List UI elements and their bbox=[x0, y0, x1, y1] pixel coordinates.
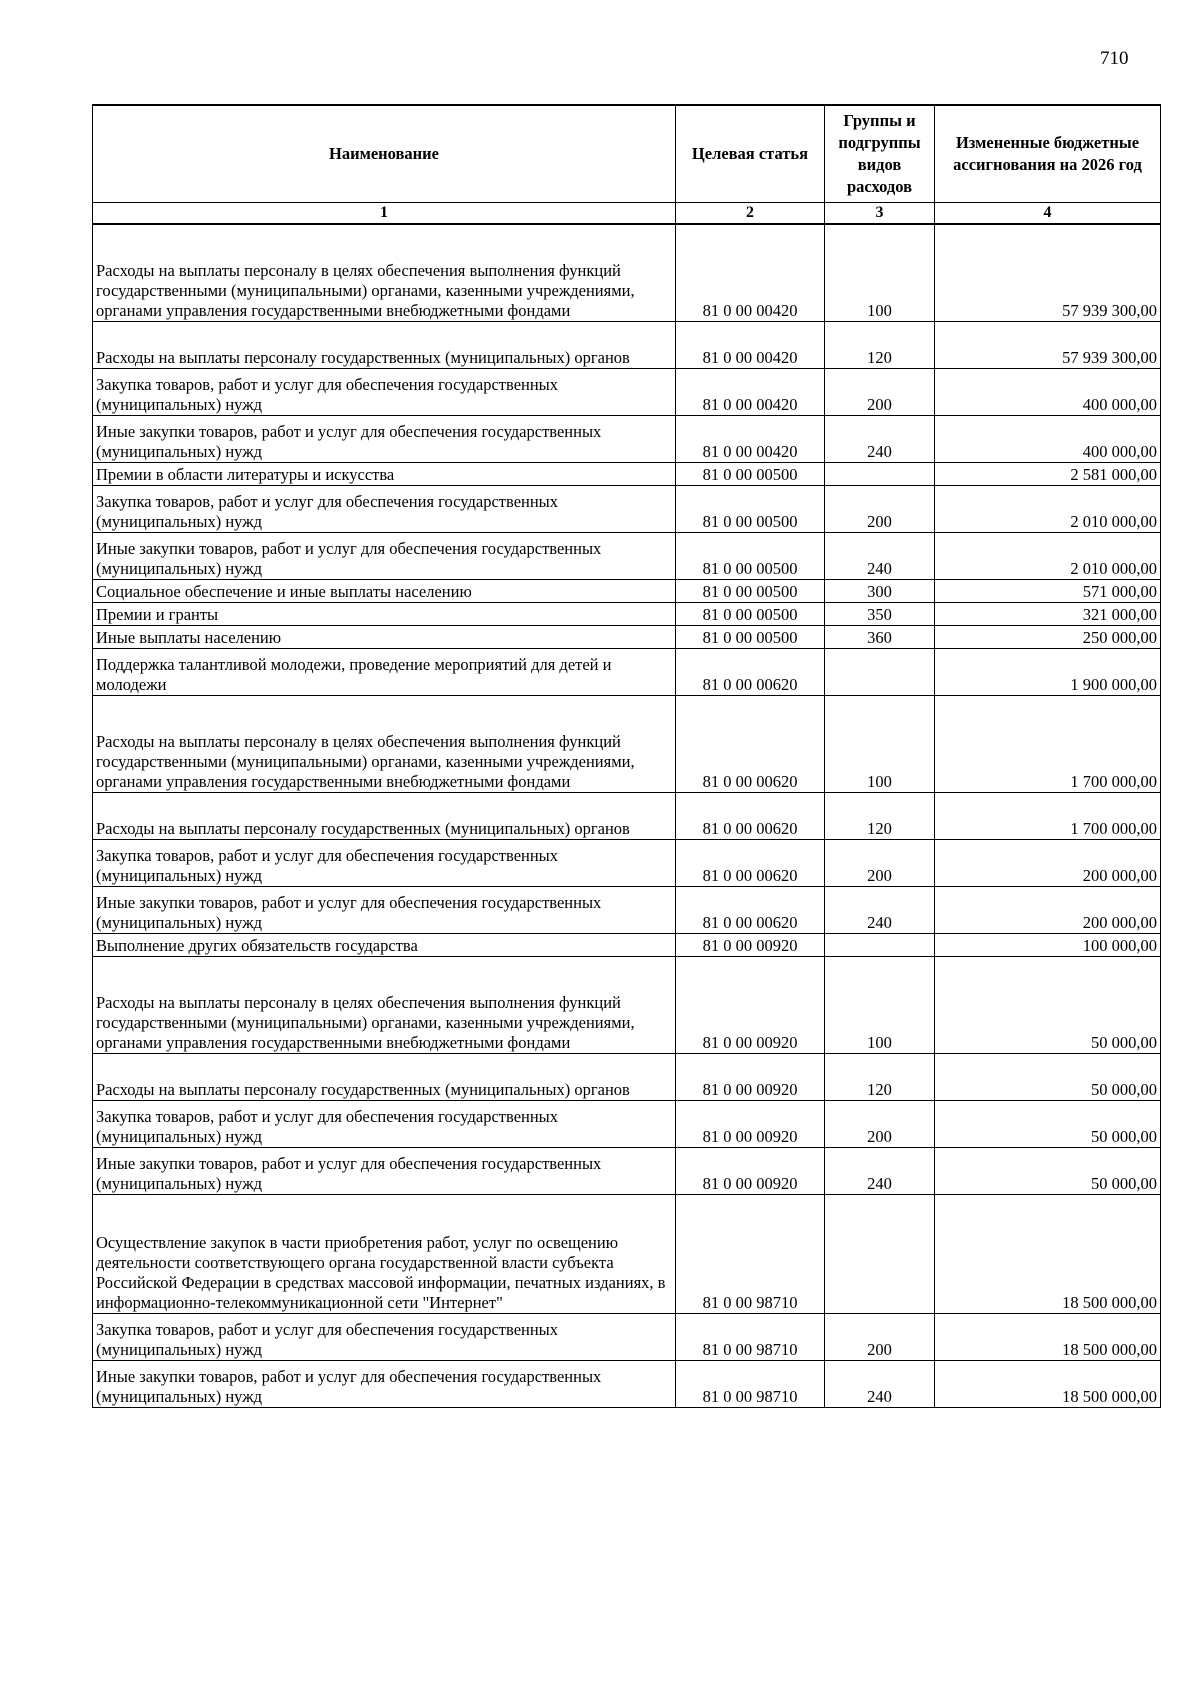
row-target-article: 81 0 00 00500 bbox=[676, 603, 825, 626]
row-target-article: 81 0 00 00620 bbox=[676, 840, 825, 887]
table-row bbox=[93, 1054, 1161, 1101]
row-target-article: 81 0 00 00620 bbox=[676, 793, 825, 840]
row-expense-group: 200 bbox=[825, 1101, 935, 1148]
row-amount: 200 000,00 bbox=[935, 887, 1161, 934]
row-name: Расходы на выплаты персоналу государственных (муниципальных) органов bbox=[93, 1054, 676, 1101]
table-row bbox=[93, 1361, 1161, 1408]
row-expense-group: 240 bbox=[825, 887, 935, 934]
row-name: Иные закупки товаров, работ и услуг для обеспечения государственных (муниципальных) нужд bbox=[93, 533, 676, 580]
row-name: Выполнение других обязательств государства bbox=[93, 934, 676, 957]
row-name: Расходы на выплаты персоналу государственных (муниципальных) органов bbox=[93, 322, 676, 369]
row-amount: 321 000,00 bbox=[935, 603, 1161, 626]
row-target-article: 81 0 00 00420 bbox=[676, 369, 825, 416]
row-amount: 1 700 000,00 bbox=[935, 696, 1161, 793]
header-expense-groups: Группы и подгруппы видов расходов bbox=[825, 105, 935, 203]
row-amount: 571 000,00 bbox=[935, 580, 1161, 603]
table-row bbox=[93, 649, 1161, 696]
table-row bbox=[93, 580, 1161, 603]
row-amount: 18 500 000,00 bbox=[935, 1361, 1161, 1408]
table-row bbox=[93, 463, 1161, 486]
row-amount: 57 939 300,00 bbox=[935, 224, 1161, 322]
row-name: Поддержка талантливой молодежи, проведение мероприятий для детей и молодежи bbox=[93, 649, 676, 696]
row-name: Закупка товаров, работ и услуг для обеспечения государственных (муниципальных) нужд bbox=[93, 486, 676, 533]
row-amount: 1 900 000,00 bbox=[935, 649, 1161, 696]
row-amount: 18 500 000,00 bbox=[935, 1195, 1161, 1314]
table-row bbox=[93, 416, 1161, 463]
row-amount: 50 000,00 bbox=[935, 1148, 1161, 1195]
table-row bbox=[93, 533, 1161, 580]
row-target-article: 81 0 00 00920 bbox=[676, 1101, 825, 1148]
header-allocations: Измененные бюджетные ассигнования на 2026 год bbox=[935, 105, 1161, 203]
row-expense-group: 200 bbox=[825, 486, 935, 533]
row-amount: 400 000,00 bbox=[935, 369, 1161, 416]
row-target-article: 81 0 00 00420 bbox=[676, 322, 825, 369]
row-name: Иные закупки товаров, работ и услуг для обеспечения государственных (муниципальных) нужд bbox=[93, 887, 676, 934]
row-name: Расходы на выплаты персоналу в целях обеспечения выполнения функций государственными (муниципальными) органами, казенными учреждениями, органами управления государственными внебюджетными фондами bbox=[93, 224, 676, 322]
table-row bbox=[93, 626, 1161, 649]
row-name: Осуществление закупок в части приобретения работ, услуг по освещению деятельности соответствующего органа государственной власти субъекта Российской Федерации в средствах массовой информации, печатных изданиях, в информационно-телекоммуникационной сети "Интернет" bbox=[93, 1195, 676, 1314]
row-target-article: 81 0 00 00500 bbox=[676, 463, 825, 486]
table-row bbox=[93, 887, 1161, 934]
row-expense-group: 100 bbox=[825, 696, 935, 793]
row-name: Иные выплаты населению bbox=[93, 626, 676, 649]
column-number: 1 bbox=[93, 203, 676, 225]
row-amount: 250 000,00 bbox=[935, 626, 1161, 649]
row-target-article: 81 0 00 00920 bbox=[676, 934, 825, 957]
row-target-article: 81 0 00 00500 bbox=[676, 533, 825, 580]
row-expense-group: 360 bbox=[825, 626, 935, 649]
row-expense-group: 200 bbox=[825, 840, 935, 887]
row-expense-group: 200 bbox=[825, 369, 935, 416]
page-number: 710 bbox=[1100, 48, 1129, 69]
row-name: Премии в области литературы и искусства bbox=[93, 463, 676, 486]
row-expense-group: 120 bbox=[825, 322, 935, 369]
row-target-article: 81 0 00 00500 bbox=[676, 580, 825, 603]
row-expense-group: 240 bbox=[825, 533, 935, 580]
row-amount: 200 000,00 bbox=[935, 840, 1161, 887]
budget-table bbox=[92, 104, 1161, 1408]
table-row bbox=[93, 322, 1161, 369]
row-target-article: 81 0 00 00920 bbox=[676, 1148, 825, 1195]
row-amount: 18 500 000,00 bbox=[935, 1314, 1161, 1361]
row-name: Закупка товаров, работ и услуг для обеспечения государственных (муниципальных) нужд bbox=[93, 1314, 676, 1361]
row-expense-group: 350 bbox=[825, 603, 935, 626]
column-number-row bbox=[93, 203, 1161, 225]
row-expense-group bbox=[825, 463, 935, 486]
row-target-article: 81 0 00 00920 bbox=[676, 1054, 825, 1101]
row-expense-group: 100 bbox=[825, 224, 935, 322]
row-name: Расходы на выплаты персоналу в целях обеспечения выполнения функций государственными (муниципальными) органами, казенными учреждениями, органами управления государственными внебюджетными фондами bbox=[93, 696, 676, 793]
row-amount: 2 010 000,00 bbox=[935, 486, 1161, 533]
row-target-article: 81 0 00 00420 bbox=[676, 224, 825, 322]
row-expense-group: 200 bbox=[825, 1314, 935, 1361]
table-row bbox=[93, 224, 1161, 322]
column-number: 2 bbox=[676, 203, 825, 225]
row-target-article: 81 0 00 00620 bbox=[676, 649, 825, 696]
row-expense-group bbox=[825, 1195, 935, 1314]
table-row bbox=[93, 486, 1161, 533]
row-expense-group: 240 bbox=[825, 1361, 935, 1408]
row-expense-group: 120 bbox=[825, 793, 935, 840]
table-row bbox=[93, 603, 1161, 626]
table-row bbox=[93, 1148, 1161, 1195]
table-row bbox=[93, 840, 1161, 887]
row-amount: 400 000,00 bbox=[935, 416, 1161, 463]
row-expense-group: 120 bbox=[825, 1054, 935, 1101]
row-amount: 50 000,00 bbox=[935, 1054, 1161, 1101]
row-target-article: 81 0 00 98710 bbox=[676, 1314, 825, 1361]
row-amount: 2 581 000,00 bbox=[935, 463, 1161, 486]
table-row bbox=[93, 1195, 1161, 1314]
table-row bbox=[93, 369, 1161, 416]
row-name: Закупка товаров, работ и услуг для обеспечения государственных (муниципальных) нужд bbox=[93, 1101, 676, 1148]
row-amount: 50 000,00 bbox=[935, 1101, 1161, 1148]
table-row bbox=[93, 1101, 1161, 1148]
column-number: 4 bbox=[935, 203, 1161, 225]
row-target-article: 81 0 00 98710 bbox=[676, 1361, 825, 1408]
row-name: Иные закупки товаров, работ и услуг для обеспечения государственных (муниципальных) нужд bbox=[93, 416, 676, 463]
row-target-article: 81 0 00 00420 bbox=[676, 416, 825, 463]
row-name: Иные закупки товаров, работ и услуг для обеспечения государственных (муниципальных) нужд bbox=[93, 1361, 676, 1408]
row-amount: 57 939 300,00 bbox=[935, 322, 1161, 369]
row-target-article: 81 0 00 00620 bbox=[676, 696, 825, 793]
row-name: Социальное обеспечение и иные выплаты населению bbox=[93, 580, 676, 603]
table-row bbox=[93, 696, 1161, 793]
table-row bbox=[93, 793, 1161, 840]
row-amount: 1 700 000,00 bbox=[935, 793, 1161, 840]
table-row bbox=[93, 957, 1161, 1054]
row-expense-group: 100 bbox=[825, 957, 935, 1054]
row-expense-group bbox=[825, 649, 935, 696]
row-expense-group: 240 bbox=[825, 1148, 935, 1195]
row-target-article: 81 0 00 00500 bbox=[676, 486, 825, 533]
row-expense-group: 240 bbox=[825, 416, 935, 463]
table-row bbox=[93, 934, 1161, 957]
table-header-row bbox=[93, 105, 1161, 203]
row-expense-group: 300 bbox=[825, 580, 935, 603]
row-name: Расходы на выплаты персоналу в целях обеспечения выполнения функций государственными (муниципальными) органами, казенными учреждениями, органами управления государственными внебюджетными фондами bbox=[93, 957, 676, 1054]
row-name: Расходы на выплаты персоналу государственных (муниципальных) органов bbox=[93, 793, 676, 840]
row-name: Закупка товаров, работ и услуг для обеспечения государственных (муниципальных) нужд bbox=[93, 840, 676, 887]
row-name: Премии и гранты bbox=[93, 603, 676, 626]
row-target-article: 81 0 00 00500 bbox=[676, 626, 825, 649]
row-amount: 50 000,00 bbox=[935, 957, 1161, 1054]
row-name: Иные закупки товаров, работ и услуг для обеспечения государственных (муниципальных) нужд bbox=[93, 1148, 676, 1195]
row-target-article: 81 0 00 00620 bbox=[676, 887, 825, 934]
column-number: 3 bbox=[825, 203, 935, 225]
row-expense-group bbox=[825, 934, 935, 957]
row-amount: 100 000,00 bbox=[935, 934, 1161, 957]
row-target-article: 81 0 00 98710 bbox=[676, 1195, 825, 1314]
header-target-article: Целевая статья bbox=[676, 105, 825, 203]
header-name: Наименование bbox=[93, 105, 676, 203]
row-target-article: 81 0 00 00920 bbox=[676, 957, 825, 1054]
row-name: Закупка товаров, работ и услуг для обеспечения государственных (муниципальных) нужд bbox=[93, 369, 676, 416]
table-body bbox=[93, 224, 1161, 1408]
row-amount: 2 010 000,00 bbox=[935, 533, 1161, 580]
table-row bbox=[93, 1314, 1161, 1361]
